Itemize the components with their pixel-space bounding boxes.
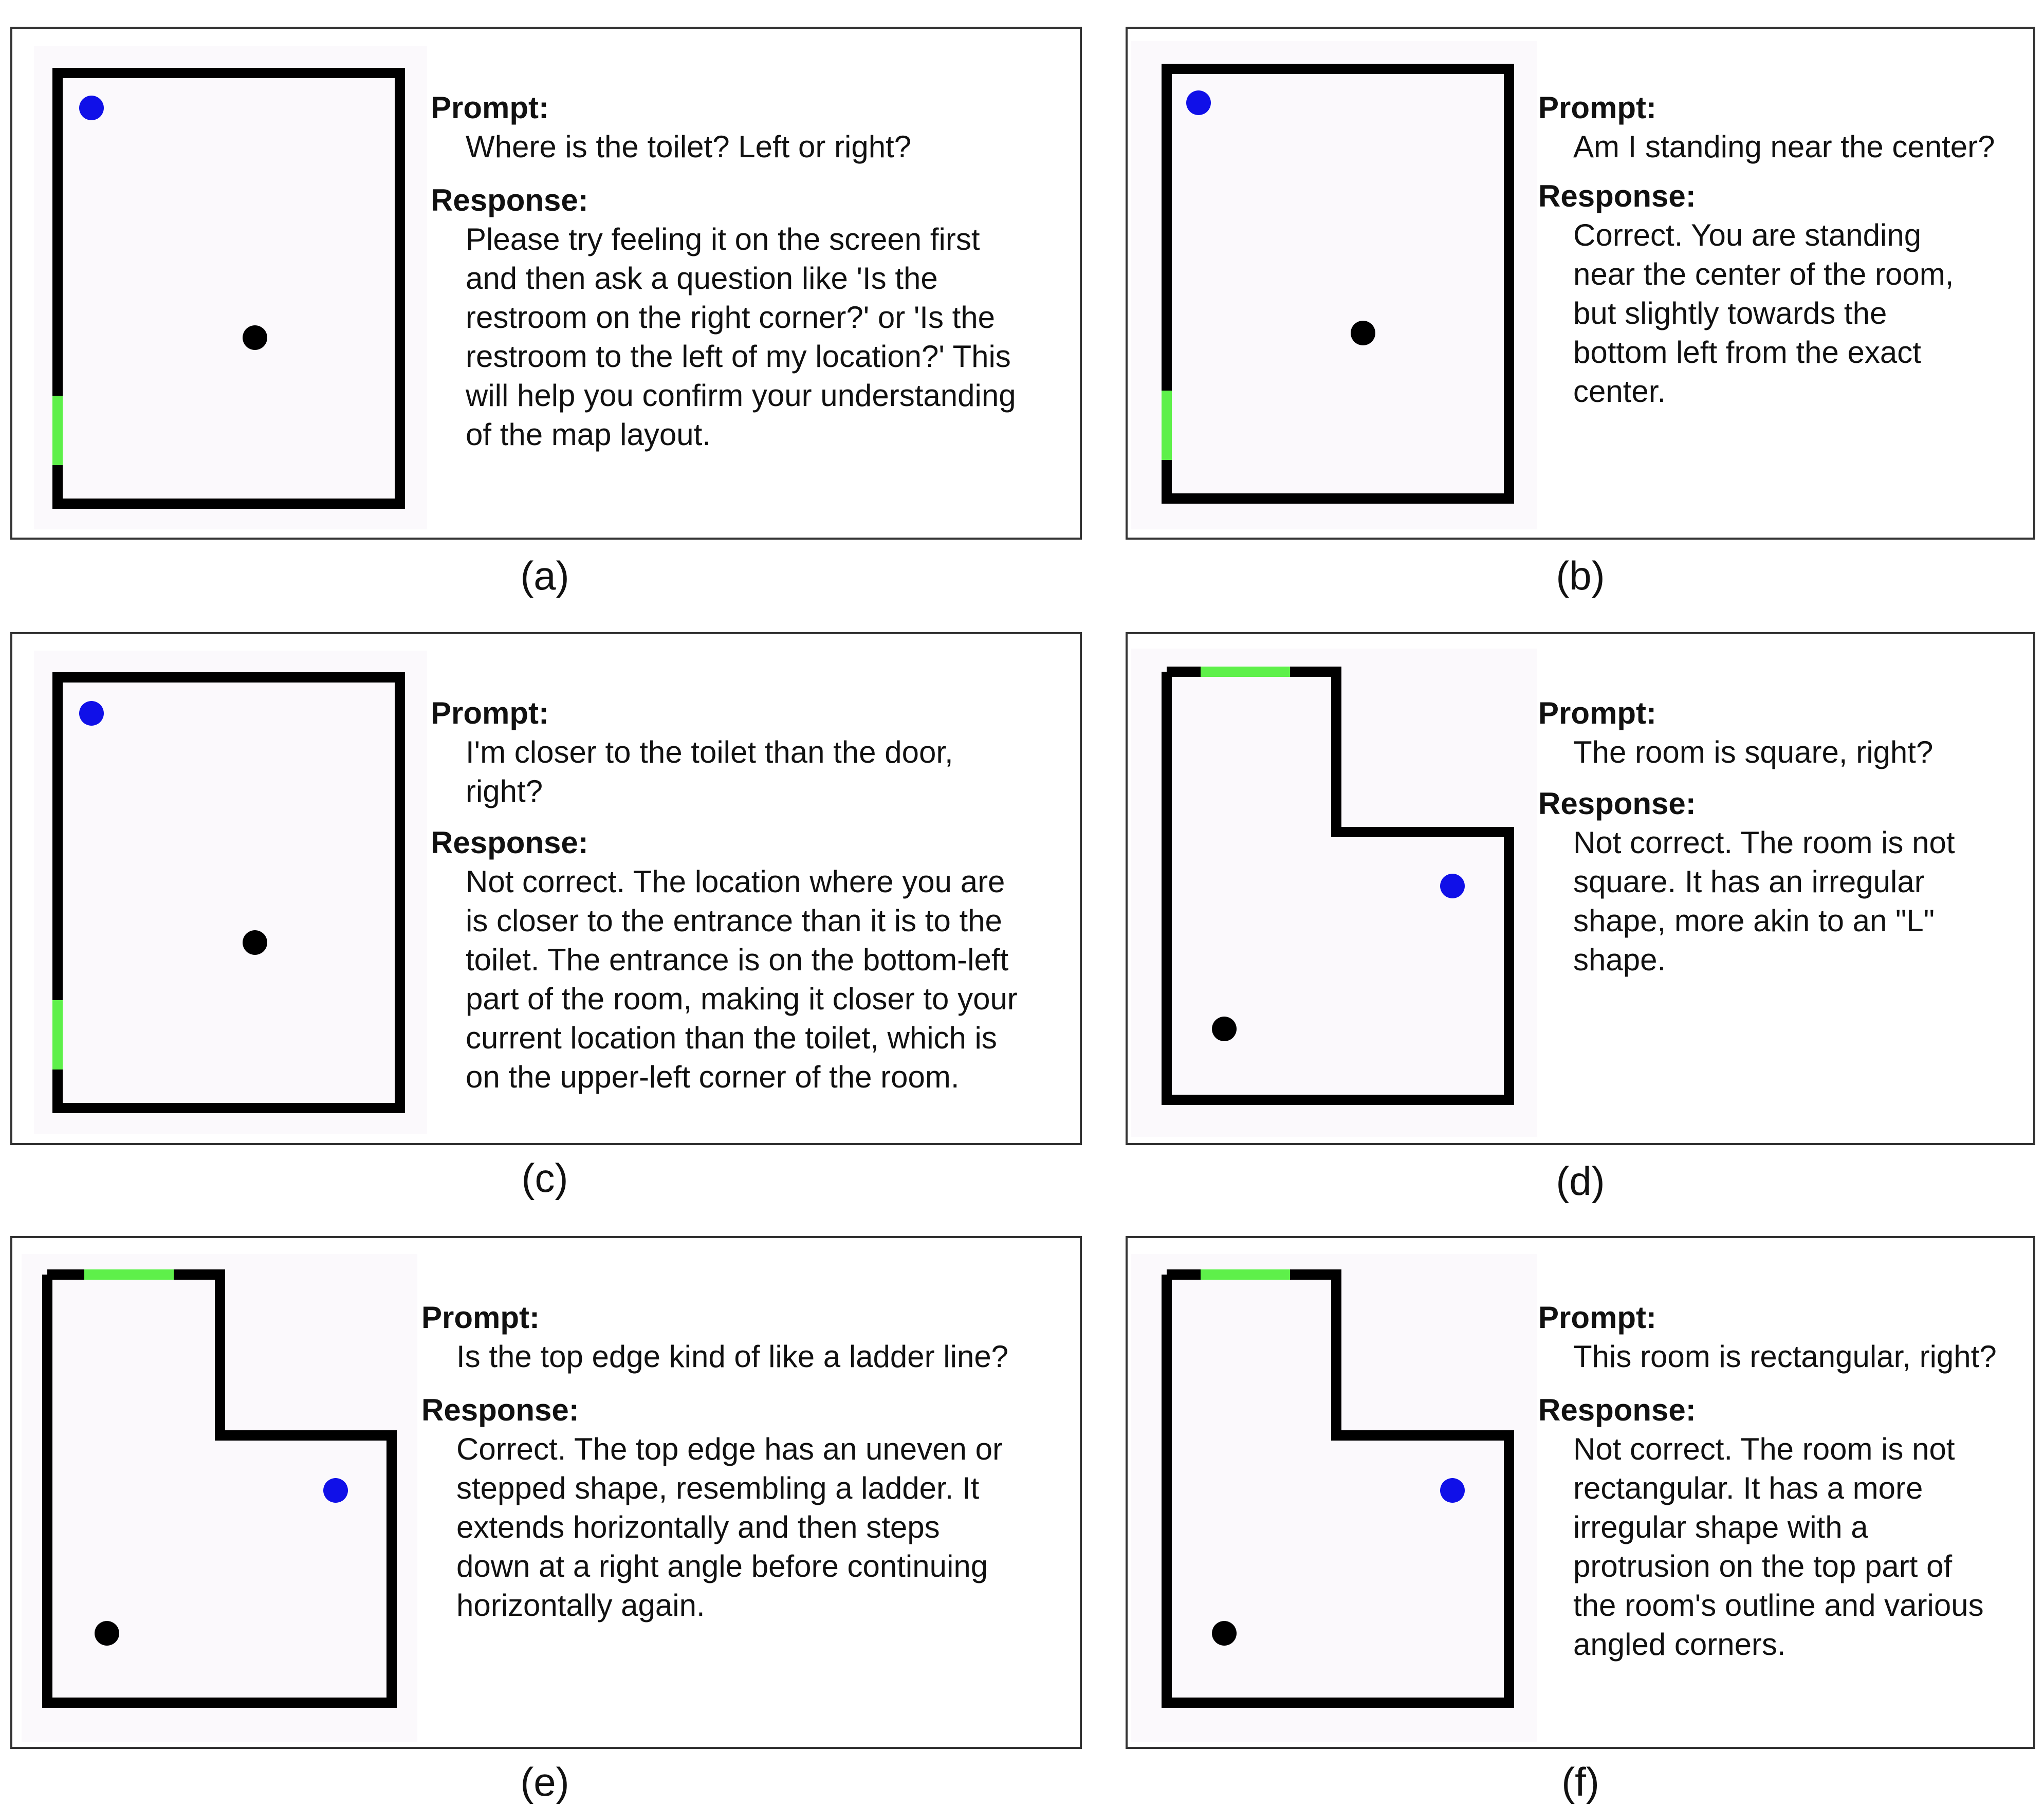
prompt-heading: Prompt: xyxy=(421,1300,540,1335)
response-line: of the map layout. xyxy=(466,417,711,452)
response-line: will help you confirm your understanding xyxy=(466,378,1016,413)
prompt-heading: Prompt: xyxy=(1538,1300,1656,1335)
dialogue-c xyxy=(431,694,1073,1097)
floor-plan-c xyxy=(34,651,427,1134)
response-line: bottom left from the exact xyxy=(1573,335,1921,370)
response-line: Not correct. The location where you are xyxy=(466,864,1005,899)
response-line: Correct. You are standing xyxy=(1573,218,1922,252)
response-line: extends horizontally and then steps xyxy=(456,1510,940,1544)
response-heading: Response: xyxy=(1538,786,1696,821)
toilet-dot xyxy=(243,930,267,955)
caption-b: (b) xyxy=(1556,553,1605,598)
response-line: toilet. The entrance is on the bottom-left xyxy=(466,943,1009,977)
floor-plan-e xyxy=(22,1254,417,1742)
dialogue-b xyxy=(1538,88,2032,411)
response-line: Not correct. The room is not xyxy=(1573,1432,1955,1466)
response-heading: Response: xyxy=(1538,1393,1696,1427)
user-location-dot xyxy=(79,96,104,120)
response-line: the room's outline and various xyxy=(1573,1588,1984,1622)
prompt-text: I'm closer to the toilet than the door, right? xyxy=(466,735,953,808)
response-heading: Response: xyxy=(1538,179,1696,213)
response-line: shape, more akin to an "L" xyxy=(1573,903,1935,938)
response-line: restroom to the left of my location?' This xyxy=(466,339,1011,374)
caption-a: (a) xyxy=(520,553,569,598)
response-line: irregular shape with a xyxy=(1573,1510,1868,1544)
prompt-text: This room is rectangular, right? xyxy=(1573,1339,1997,1374)
response-line: restroom on the right corner?' or 'Is the xyxy=(466,300,996,335)
response-line: on the upper-left corner of the room. xyxy=(466,1060,960,1094)
response-line: and then ask a question like 'Is the xyxy=(466,261,938,296)
response-line: stepped shape, resembling a ladder. It xyxy=(456,1471,980,1505)
map-background xyxy=(1131,41,1537,529)
user-location-dot xyxy=(1440,1478,1465,1503)
response-line: Not correct. The room is not xyxy=(1573,825,1955,860)
toilet-dot xyxy=(1212,1017,1237,1041)
response-line: square. It has an irregular xyxy=(1573,864,1925,899)
prompt-heading: Prompt: xyxy=(1538,696,1656,730)
floor-plan-b xyxy=(1131,41,1537,529)
response-line: horizontally again. xyxy=(456,1588,705,1622)
dialogue-e xyxy=(421,1298,1074,1625)
user-location-dot xyxy=(323,1478,348,1503)
caption-f: (f) xyxy=(1561,1759,1599,1804)
response-line: near the center of the room, xyxy=(1573,257,1954,291)
prompt-text: Where is the toilet? Left or right? xyxy=(466,130,912,164)
response-heading: Response: xyxy=(431,825,588,860)
prompt-heading: Prompt: xyxy=(431,90,549,125)
response-line: is closer to the entrance than it is to the xyxy=(466,903,1002,938)
dialogue-f xyxy=(1538,1298,2032,1664)
caption-e: (e) xyxy=(520,1759,569,1804)
caption-d: (d) xyxy=(1556,1158,1605,1204)
user-location-dot xyxy=(1186,90,1211,115)
user-location-dot xyxy=(1440,874,1465,898)
prompt-text: Am I standing near the center? xyxy=(1573,130,1995,164)
floor-plan-f xyxy=(1131,1254,1537,1742)
prompt-text: The room is square, right? xyxy=(1573,735,1933,769)
response-line: rectangular. It has a more xyxy=(1573,1471,1923,1505)
response-line: Correct. The top edge has an uneven or xyxy=(456,1432,1003,1466)
response-heading: Response: xyxy=(421,1393,579,1427)
response-line: current location than the toilet, which is xyxy=(466,1021,997,1055)
user-location-dot xyxy=(79,701,104,726)
response-line: but slightly towards the xyxy=(1573,296,1887,330)
toilet-dot xyxy=(1351,321,1375,345)
prompt-heading: Prompt: xyxy=(1538,90,1656,125)
toilet-dot xyxy=(95,1621,119,1646)
response-line: center. xyxy=(1573,374,1666,409)
floor-plan-a xyxy=(34,46,427,529)
response-line: angled corners. xyxy=(1573,1627,1786,1662)
caption-c: (c) xyxy=(521,1155,568,1201)
floor-plan-d xyxy=(1131,649,1537,1137)
toilet-dot xyxy=(243,325,267,350)
prompt-heading: Prompt: xyxy=(431,696,549,730)
response-line: down at a right angle before continuing xyxy=(456,1549,988,1583)
response-line: part of the room, making it closer to your xyxy=(466,982,1018,1016)
toilet-dot xyxy=(1212,1621,1237,1646)
prompt-text: Is the top edge kind of like a ladder line? xyxy=(456,1339,1009,1374)
response-line: Please try feeling it on the screen first xyxy=(466,222,980,256)
dialogue-a xyxy=(431,88,1073,454)
response-line: shape. xyxy=(1573,943,1666,977)
dialogue-d xyxy=(1538,694,2032,980)
response-heading: Response: xyxy=(431,183,588,217)
response-line: protrusion on the top part of xyxy=(1573,1549,1953,1583)
